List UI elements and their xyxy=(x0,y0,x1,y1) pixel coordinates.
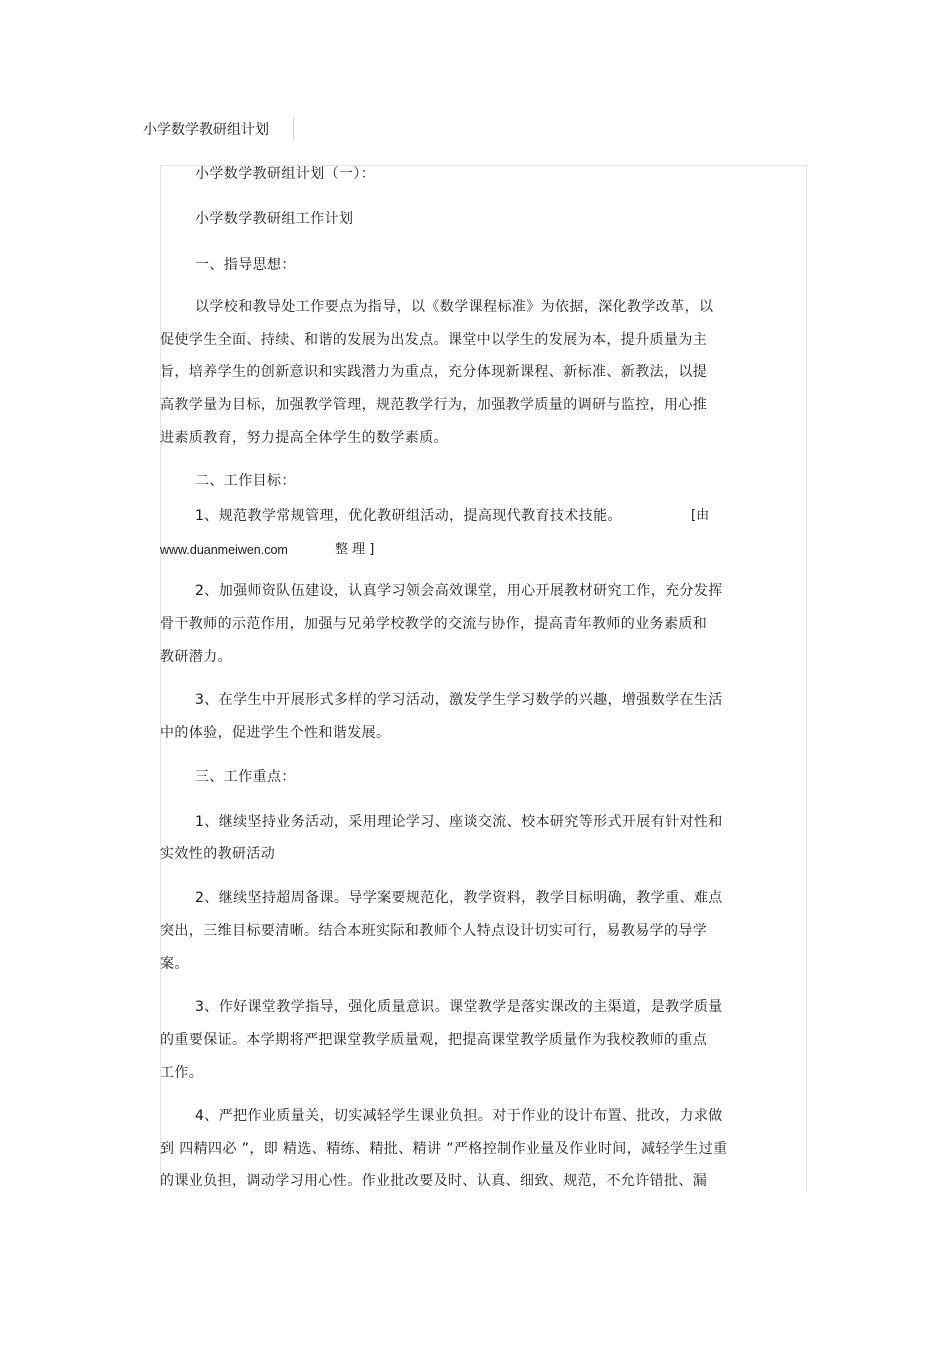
paragraph-line: 突出，三维目标要清晰。结合本班实际和教师个人特点设计切实可行，易教易学的导学 xyxy=(160,923,708,939)
paragraph-line: 高教学量为目标，加强教学管理，规范教学行为，加强教学质量的调研与监控，用心推 xyxy=(160,397,708,413)
source-tag-end: 整 理 ] xyxy=(335,542,375,557)
document-title: 小学数学教研组计划 xyxy=(143,122,269,138)
paragraph-line: 促使学生全面、持续、和谐的发展为出发点。课堂中以学生的发展为本，提升质量为主 xyxy=(160,332,708,348)
paragraph-line: 3、作好课堂教学指导，强化质量意识。课堂教学是落实课改的主渠道，是教学质量 xyxy=(195,999,723,1015)
paragraph-line: 工作。 xyxy=(160,1065,204,1081)
paragraph-line: 的课业负担，调动学习用心性。作业批改要及时、认真、细致、规范，不允许错批、漏 xyxy=(160,1173,708,1189)
section-title: 小学数学教研组计划（一）： xyxy=(195,166,376,182)
heading-work-focus: 三、工作重点： xyxy=(195,769,296,785)
paragraph-line: 2、加强师资队伍建设，认真学习领会高效课堂，用心开展教材研究工作，充分发挥 xyxy=(195,583,723,599)
paragraph-line: 的重要保证。本学期将严把课堂教学质量观，把提高课堂教学质量作为我校教师的重点 xyxy=(160,1032,708,1048)
paragraph-line: 1、规范教学常规管理，优化教研组活动，提高现代教育技术技能。 xyxy=(195,508,622,524)
heading-guiding-thought: 一、指导思想： xyxy=(195,257,296,273)
paragraph-line: 2、继续坚持超周备课。导学案要规范化，教学资料，教学目标明确，教学重、难点 xyxy=(195,890,723,906)
paragraph-line: 中的体验，促进学生个性和谐发展。 xyxy=(160,725,391,741)
paragraph-line: 4、严把作业质量关，切实减轻学生课业负担。对于作业的设计布置、批改，力求做 xyxy=(195,1108,723,1124)
paragraph-line: 教研潜力。 xyxy=(160,649,232,665)
paragraph-line: 3、在学生中开展形式多样的学习活动，激发学生学习数学的兴趣，增强数学在生活 xyxy=(195,692,723,708)
paragraph-line: 进素质教育，努力提高全体学生的数学素质。 xyxy=(160,430,448,446)
source-tag: [由 xyxy=(691,508,710,523)
title-separator xyxy=(293,118,294,140)
paragraph-line: 骨干教师的示范作用，加强与兄弟学校教学的交流与协作，提高青年教师的业务素质和 xyxy=(160,616,708,632)
heading-work-goals: 二、工作目标： xyxy=(195,473,296,489)
source-url: www.duanmeiwen.com xyxy=(160,543,288,557)
paragraph-line: 到 四精四必 ”，即 精选、精练、精批、精讲 ”严格控制作业量及作业时间，减轻学生过重 xyxy=(160,1141,728,1157)
subtitle: 小学数学教研组工作计划 xyxy=(195,211,354,227)
paragraph-line: 旨，培养学生的创新意识和实践潜力为重点，充分体现新课程、新标准、新教法，以提 xyxy=(160,364,708,380)
paragraph-line: 案。 xyxy=(160,956,189,972)
paragraph-line: 以学校和教导处工作要点为指导，以《数学课程标准》为依据，深化教学改革，以 xyxy=(195,299,714,315)
paragraph-line: 1、继续坚持业务活动，采用理论学习、座谈交流、校本研究等形式开展有针对性和 xyxy=(195,814,723,830)
content-frame-right xyxy=(806,165,807,1192)
paragraph-line: 实效性的教研活动 xyxy=(160,846,276,862)
